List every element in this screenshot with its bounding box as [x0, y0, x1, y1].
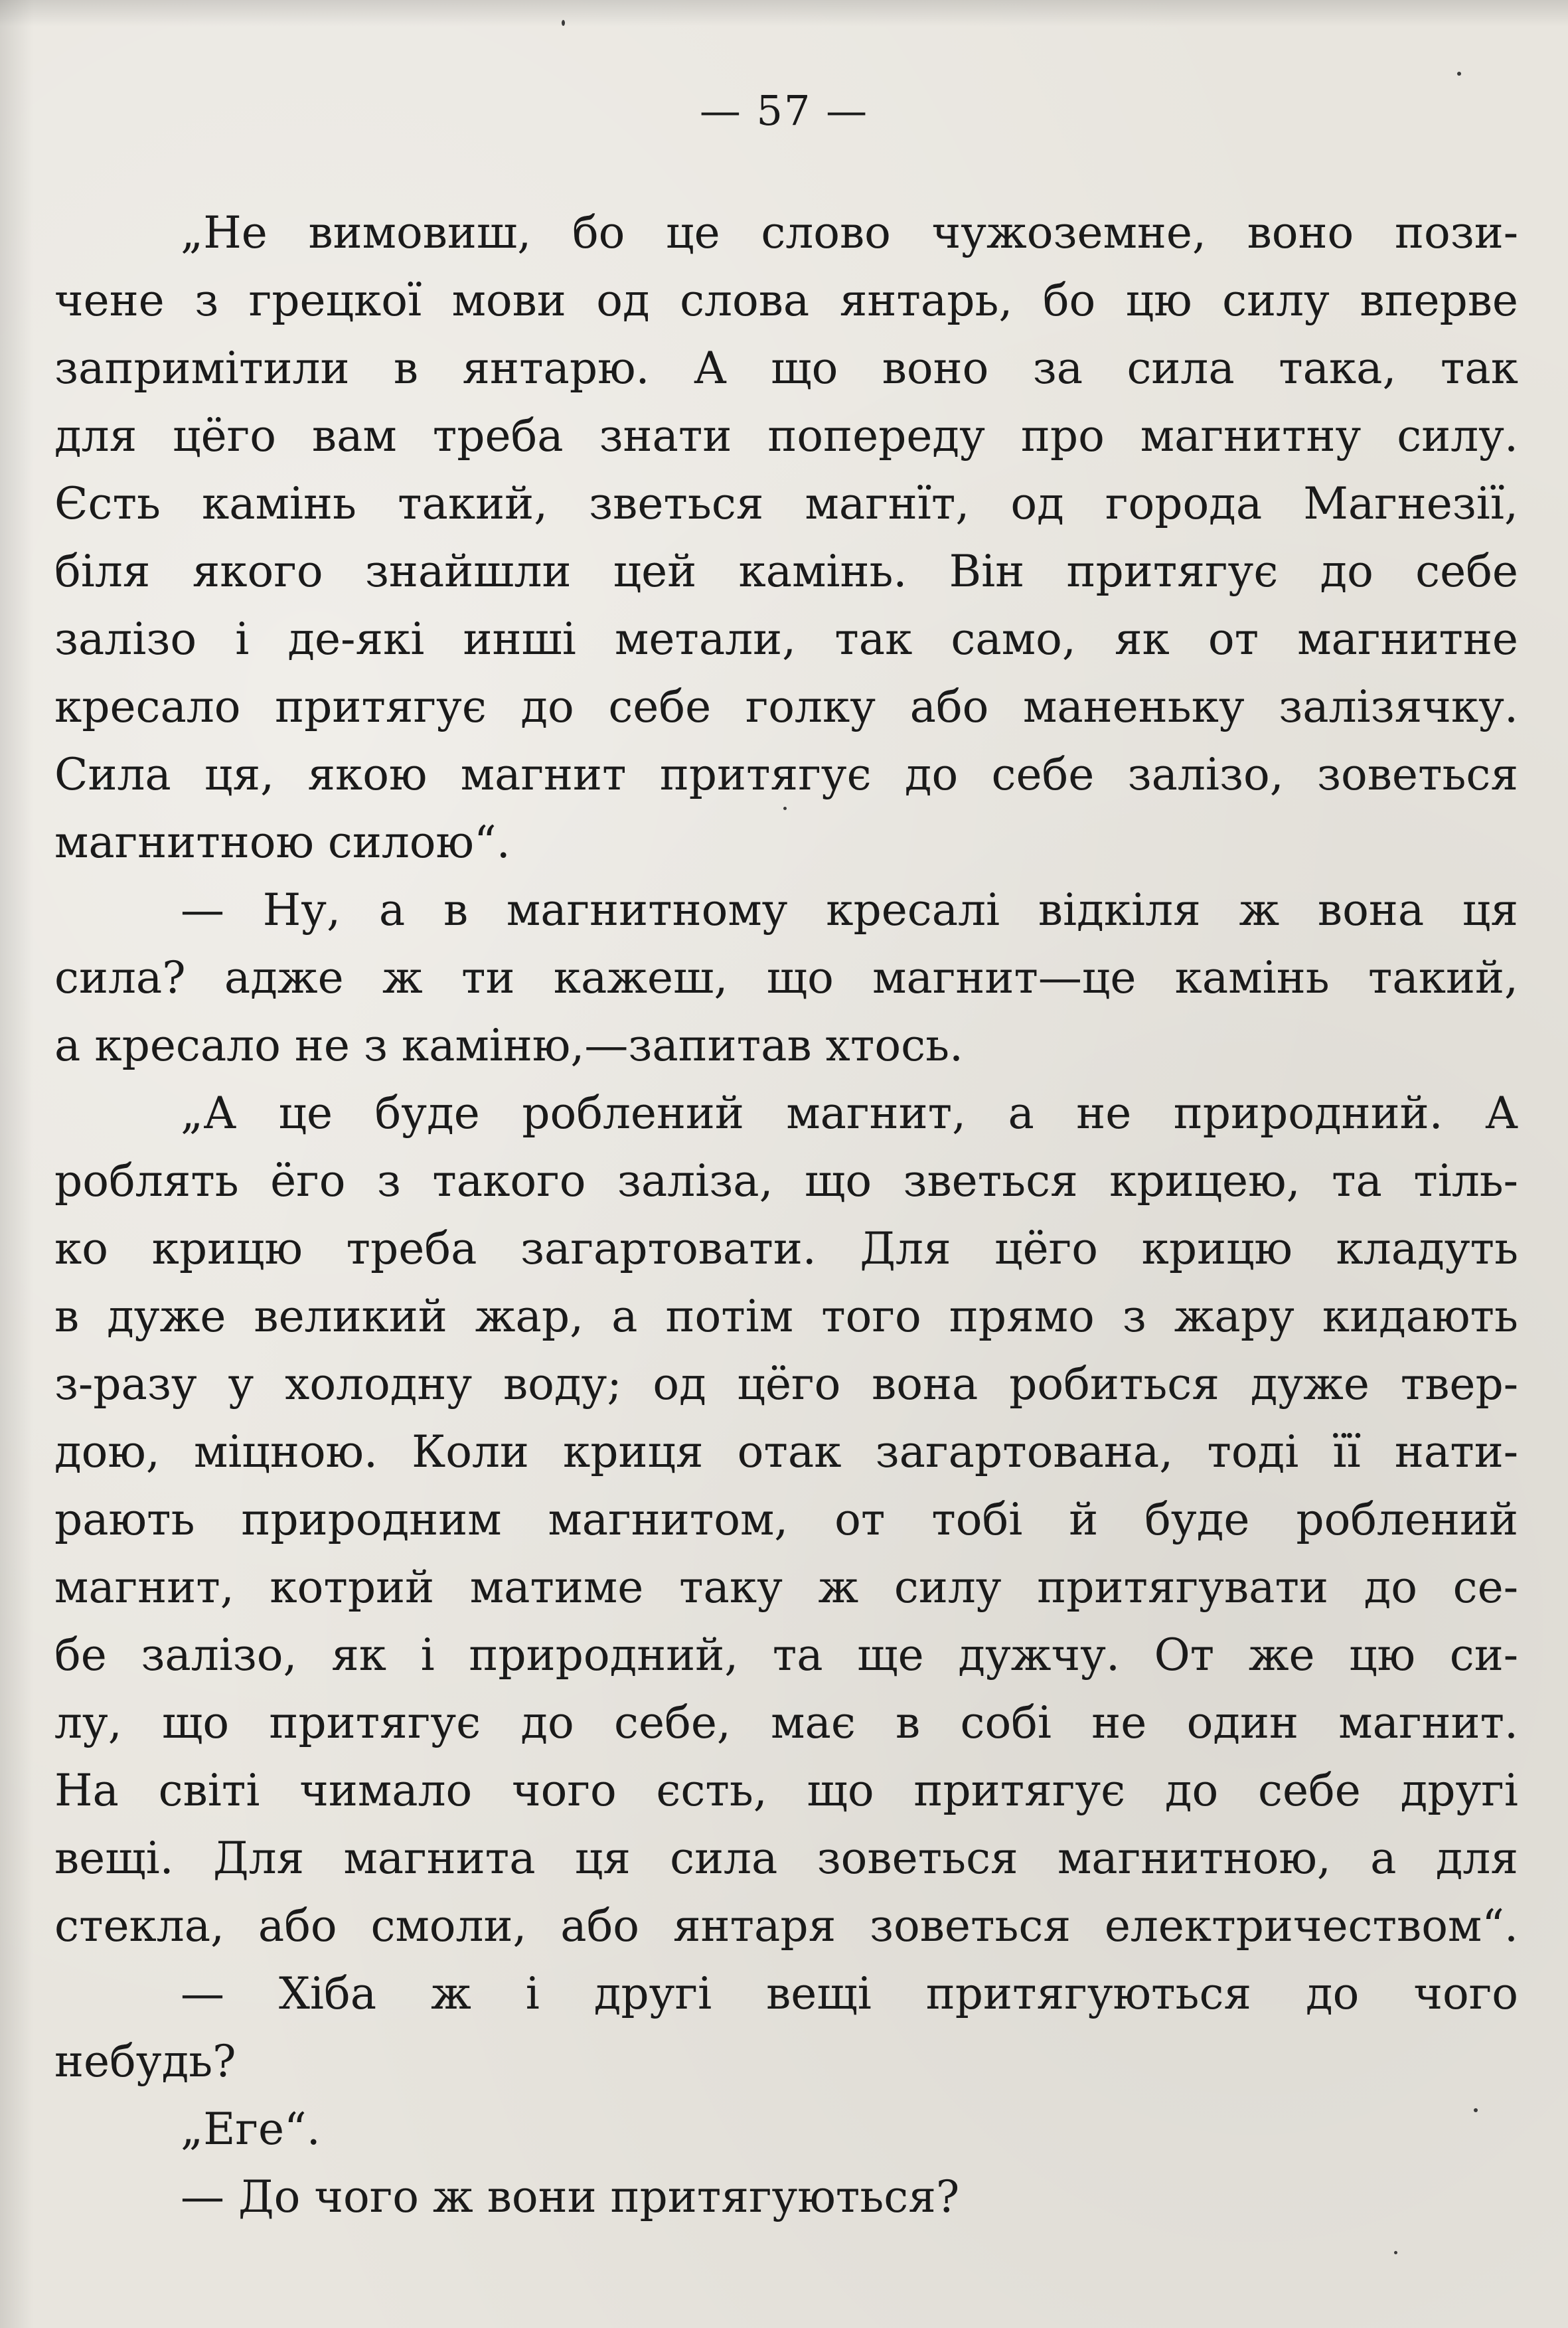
text-line: дою, міцною. Коли криця отак загартована, тоді її нати-	[54, 1426, 1518, 1477]
text-line: в дуже великий жар, а потім того прямо з жару кидають	[54, 1291, 1518, 1342]
text-line: чене з грецкої мови од слова янтарь, бо цю силу вперве	[54, 275, 1518, 326]
print-speck	[1457, 72, 1461, 76]
page-number: — 57 —	[699, 86, 869, 135]
text-line: роблять ёго з такого заліза, що зветься крицею, та тіль-	[54, 1155, 1518, 1206]
text-line: сила? адже ж ти кажеш, що магнит—це камінь такий,	[54, 952, 1518, 1003]
text-line: Єсть камінь такий, зветься магнїт, од города Магнезії,	[54, 478, 1518, 529]
body-text	[54, 199, 1518, 2231]
text-line: бе залізо, як і природний, та ще дужчу. От же цю си-	[54, 1629, 1518, 1681]
print-speck	[1394, 2251, 1397, 2254]
text-line: залізо і де-які инші метали, так само, як от магнитне	[54, 614, 1518, 665]
print-speck	[783, 807, 787, 810]
text-line: ко крицю треба загартовати. Для цёго крицю кладуть	[54, 1223, 1518, 1274]
text-line: — Ну, а в магнитному кресалі відкіля ж вона ця	[181, 884, 1518, 936]
text-line: небудь?	[54, 2036, 236, 2087]
text-line: — До чого ж вони притягуються?	[181, 2171, 960, 2222]
text-line: біля якого знайшли цей камінь. Він притягує до себе	[54, 546, 1518, 597]
text-line: кресало притягує до себе голку або маненьку залізячку.	[54, 681, 1518, 732]
page-shadow-left	[0, 0, 33, 2328]
page-shadow-top	[0, 0, 1568, 27]
text-line: запримітили в янтарю. А що воно за сила така, так	[54, 343, 1518, 394]
text-line: магнит, котрий матиме таку ж силу притягувати до се-	[54, 1562, 1518, 1613]
text-line: — Хіба ж і другі вещі притягуються до чого	[181, 1968, 1518, 2019]
text-line: „А це буде роблений магнит, а не природний. А	[181, 1088, 1518, 1139]
text-line: магнитною силою“.	[54, 817, 510, 868]
text-line: рають природним магнитом, от тобі й буде роблений	[54, 1494, 1518, 1545]
text-line: стекла, або смоли, або янтаря зоветься електричеством“.	[54, 1900, 1518, 1952]
text-line: а кресало не з каміню,—запитав хтось.	[54, 1020, 963, 1071]
print-speck	[1474, 2108, 1478, 2112]
text-line: для цёго вам треба знати попереду про магнитну силу.	[54, 410, 1518, 461]
text-line: На світі чимало чого єсть, що притягує до себе другі	[54, 1765, 1518, 1816]
text-line: „Еге“.	[181, 2104, 321, 2155]
text-line: Сила ця, якою магнит притягує до себе залізо, зоветься	[54, 749, 1518, 800]
print-speck	[562, 20, 565, 26]
text-line: „Не вимовиш, бо це слово чужоземне, воно пози-	[181, 207, 1518, 258]
text-line: вещі. Для магнита ця сила зоветься магнитною, а для	[54, 1833, 1518, 1884]
text-line: з-разу у холодну воду; од цёго вона робиться дуже твер-	[54, 1359, 1518, 1410]
text-line: лу, що притягує до себе, має в собі не один магнит.	[54, 1697, 1518, 1748]
